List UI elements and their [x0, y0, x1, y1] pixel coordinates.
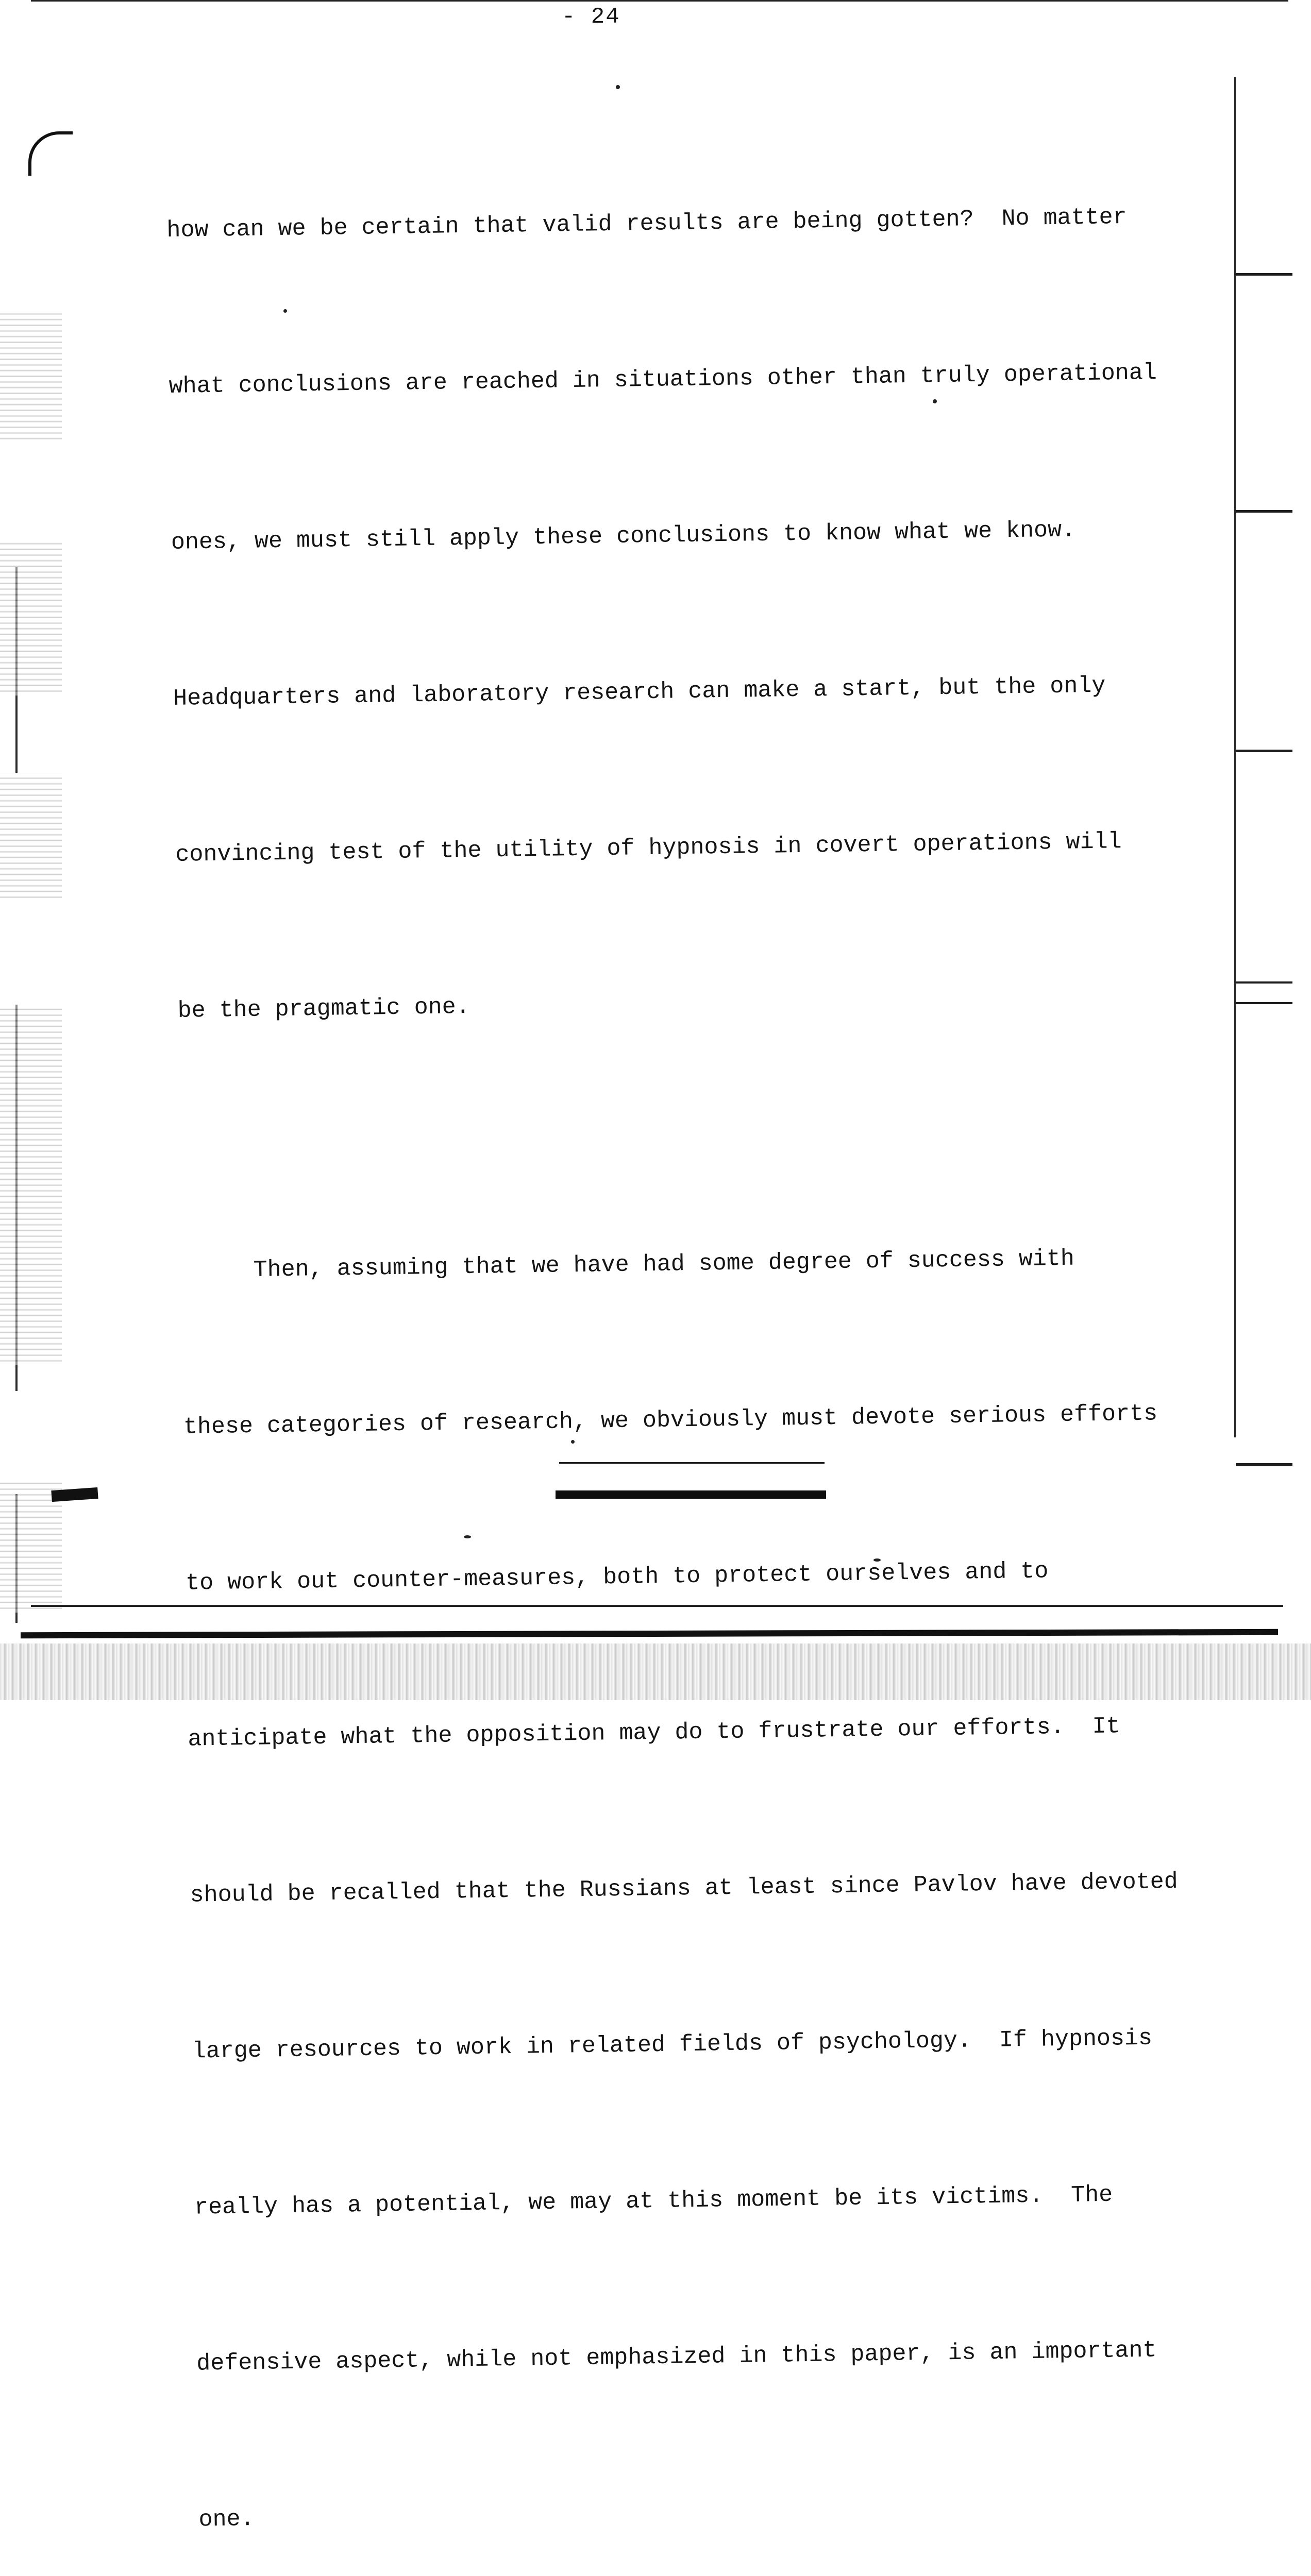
- text-line: convincing test of the utility of hypnosis in covert operations will: [175, 828, 1122, 868]
- left-scan-noise: [0, 1005, 62, 1365]
- ink-speck: [616, 85, 620, 89]
- text-line: how can we be certain that valid results are being gotten? No matter: [166, 204, 1128, 244]
- text-line: Then, assuming that we have had some degree of success with: [253, 1245, 1075, 1283]
- text-line: should be recalled that the Russians at least since Pavlov have devoted: [190, 1868, 1179, 1909]
- text-line: really has a potential, we may at this moment be its victims. The: [194, 2181, 1113, 2221]
- right-margin-mark: [1236, 1002, 1292, 1004]
- right-margin-mark: [1236, 273, 1292, 276]
- text-line: be the pragmatic one.: [177, 993, 470, 1024]
- text-line: Headquarters and laboratory research can make a start, but the only: [173, 672, 1106, 712]
- text-line: one.: [198, 2506, 255, 2533]
- paragraph: [179, 1127, 1190, 2576]
- left-scan-noise: [0, 309, 62, 443]
- document-body: [165, 87, 1211, 2576]
- paragraph: [165, 87, 1169, 1141]
- text-line: anticipate what the opposition may do to frustrate our efforts. It: [188, 1713, 1120, 1753]
- text-line: large resources to work in related fields of psychology. If hypnosis: [192, 2025, 1153, 2065]
- top-rule: [31, 0, 1288, 2]
- text-line: these categories of research, we obviously must devote serious efforts: [183, 1400, 1158, 1440]
- right-margin-mark: [1236, 750, 1292, 752]
- left-margin-hook: [28, 131, 73, 176]
- text-line: ones, we must still apply these conclusions to know what we know.: [171, 517, 1076, 556]
- right-margin-line: [1234, 77, 1236, 1437]
- right-margin-mark: [1236, 510, 1292, 513]
- right-margin-mark: [1236, 981, 1292, 984]
- left-scan-noise: [0, 541, 62, 696]
- text-line: what conclusions are reached in situations other than truly operational: [169, 360, 1157, 400]
- page-number: - 24: [562, 4, 620, 30]
- right-margin-mark: [1236, 1463, 1292, 1466]
- text-line: to work out counter-measures, both to protect ourselves and to: [185, 1558, 1049, 1597]
- left-scan-noise: [0, 773, 62, 902]
- text-line: defensive aspect, while not emphasized in this paper, is an important: [196, 2337, 1157, 2377]
